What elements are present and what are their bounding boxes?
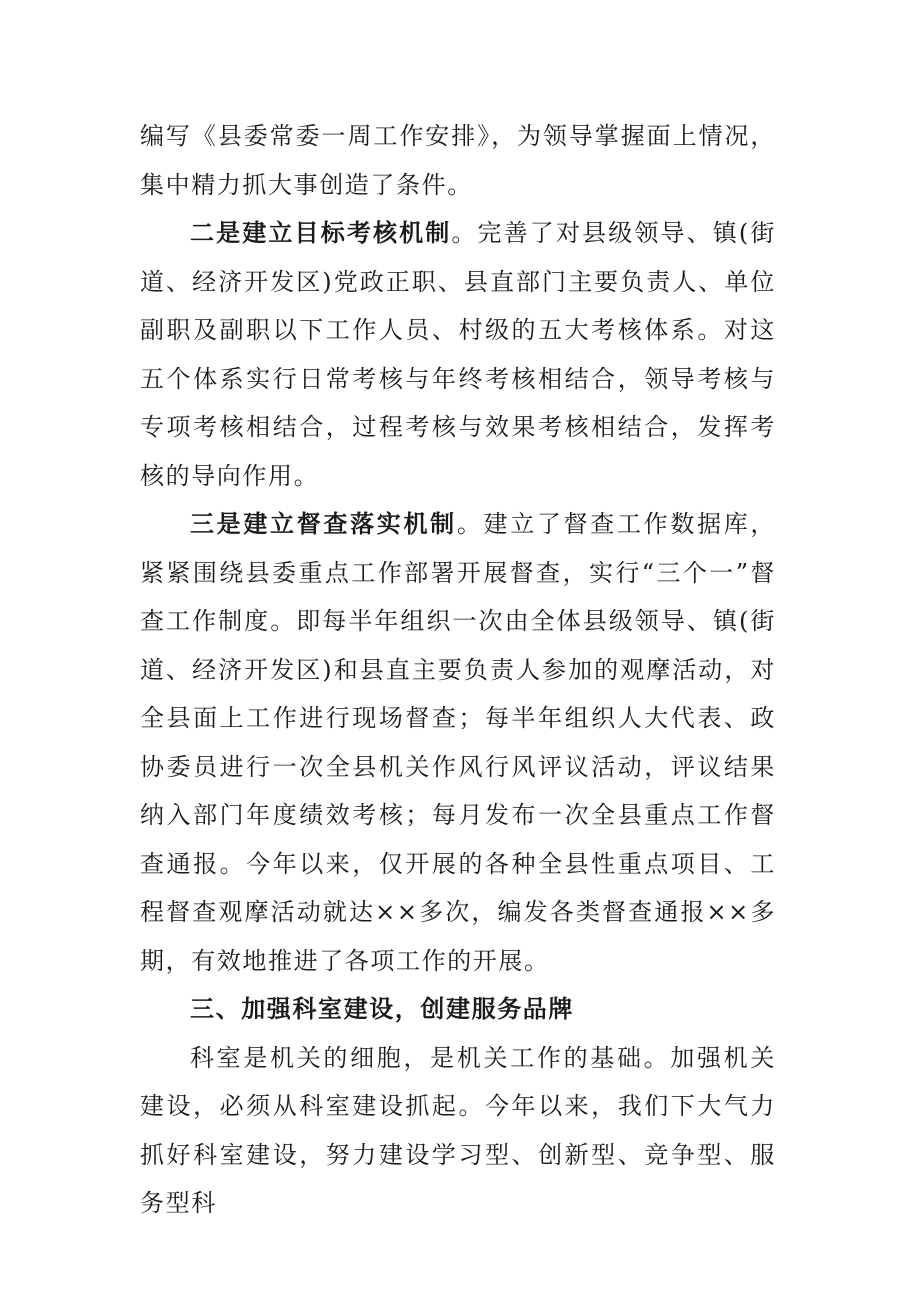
document-body [140,112,776,1228]
paragraph-lead-heading: 二是建立目标考核机制 [190,218,452,247]
paragraph-text: 。完善了对县级领导、镇(街道、经济开发区)党政正职、县直部门主要负责人、单位副职及副职以下工作人员、村级的五大考核体系。对这五个体系实行日常考核与年终考核相结合，领导考核与专项考核相结合，过程考核与效果考核相结合，发挥考核的导向作用。 [140,219,777,490]
section-heading-text: 三、加强科室建设，创建服务品牌 [190,994,574,1023]
paragraph-text: 编写《县委常委一周工作安排》，为领导掌握面上情况，集中精力抓大事创造了条件。 [140,122,776,199]
paragraph-continuation [140,112,776,209]
section-heading [140,985,776,1034]
paragraph-lead-heading: 三是建立督查落实机制 [190,509,457,538]
paragraph-office-building [140,1034,776,1228]
paragraph-supervision [140,500,776,985]
paragraph-text: 。建立了督查工作数据库，紧紧围绕县委重点工作部署开展督查，实行“三个一”督查工作制度。即每半年组织一次由全体县级领导、镇(街道、经济开发区)和县直主要负责人参加的观摩活动，对全县面上工作进行现场督查；每半年组织人大代表、政协委员进行一次全县机关作风行风评议活动，评议结果纳入部门年度绩效考核；每月发布一次全县重点工作督查通报。今年以来，仅开展的各种全县性重点项目、工程督查观摩活动就达××多次，编发各类督查通报××多期，有效地推进了各项工作的开展。 [140,510,776,975]
paragraph-text: 科室是机关的细胞，是机关工作的基础。加强机关建设，必须从科室建设抓起。今年以来，我们下大气力抓好科室建设，努力建设学习型、创新型、竞争型、服务型科 [140,1043,776,1217]
paragraph-target-assessment [140,209,776,500]
